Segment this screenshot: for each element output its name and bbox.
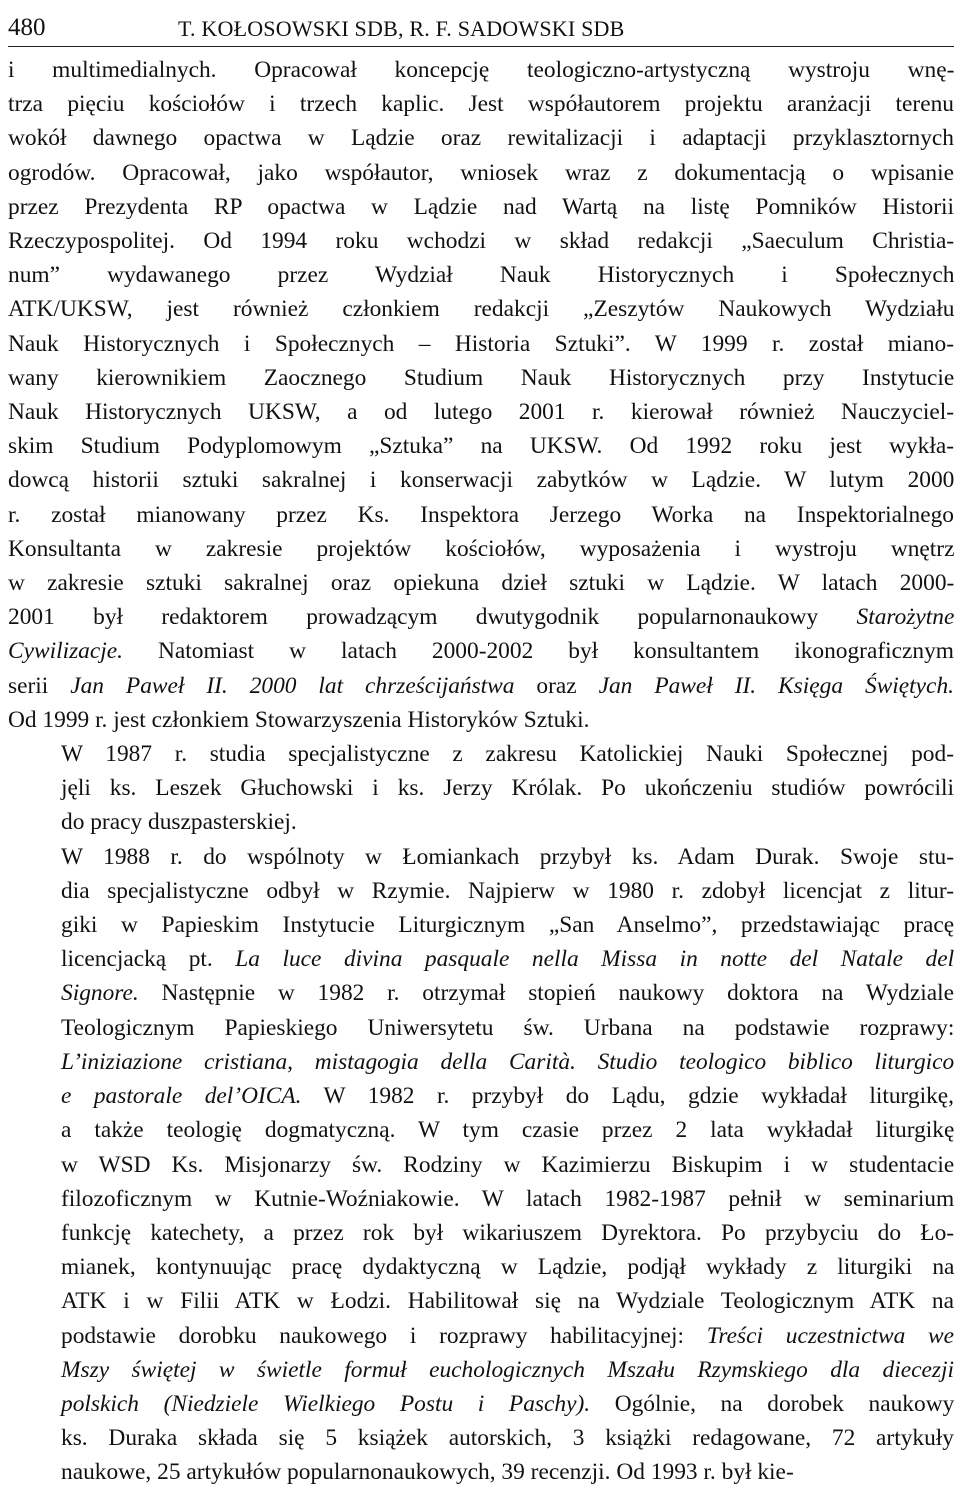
text-run: Nauk Historycznych i Społecznych – Historia Sztuki”. W 1999 r. został miano-: [8, 330, 954, 357]
text-run: W 1988 r. do wspólnoty w Łomiankach przybył ks. Adam Durak. Swoje stu-: [61, 843, 954, 870]
text-run: Następnie w 1982 r. otrzymał stopień naukowy doktora na Wydziale: [138, 980, 954, 1007]
text-line: [8, 703, 954, 737]
text-run: naukowe, 25 artykułów popularnonaukowych, 39 recenzji. Od 1993 r. był kie-: [61, 1459, 794, 1486]
text-line: [8, 498, 954, 532]
text-run: dia specjalistyczne odbył w Rzymie. Najpierw w 1980 r. zdobył licencjat z litur-: [61, 877, 954, 904]
text-line: [8, 258, 954, 292]
italic-text: Cywilizacje.: [8, 638, 123, 665]
italic-text: Signore.: [61, 980, 139, 1007]
text-run: ATK i w Filii ATK w Łodzi. Habilitował się na Wydziale Teologicznym ATK na: [61, 1288, 954, 1315]
text-line: [8, 224, 954, 258]
text-line: [8, 1421, 954, 1455]
text-run: giki w Papieskim Instytucie Liturgicznym „San Anselmo”, przedstawiając pracę: [61, 912, 955, 939]
text-run: licencjacką pt.: [61, 946, 236, 973]
text-line: [8, 156, 954, 190]
text-line: [8, 908, 954, 942]
text-run: i multimedialnych. Opracował koncepcję teologiczno-artystyczną wystroju wnę-: [8, 57, 955, 83]
text-run: ATK/UKSW, jest również członkiem redakcji „Zeszytów Naukowych Wydziału: [8, 296, 955, 323]
page-number: 480: [8, 14, 46, 41]
text-line: [8, 1045, 954, 1079]
italic-text: Starożytne: [856, 604, 955, 631]
text-run: trza pięciu kościołów i trzech kaplic. Jest współautorem projektu aranżacji terenu: [8, 91, 954, 118]
text-line: [8, 1011, 954, 1045]
italic-text: Jan Paweł II. 2000 lat chrześcijaństwa: [70, 672, 515, 699]
text-line: [8, 1353, 954, 1387]
text-run: skim Studium Podyplomowym „Sztuka” na UKSW. Od 1992 roku jest wykła-: [8, 433, 954, 460]
text-run: ogrodów. Opracował, jako współautor, wniosek wraz z dokumentacją o wpisanie: [8, 159, 954, 186]
text-line: [8, 53, 954, 87]
italic-text: Jan Paweł II. Księga Świętych.: [598, 672, 954, 699]
text-line: [8, 600, 954, 634]
text-line: [8, 805, 954, 839]
italic-text: La luce divina pasquale nella Missa in notte del Natale del: [235, 946, 955, 973]
text-line: [8, 1387, 954, 1421]
text-run: filozoficznym w Kutnie-Woźniakowie. W latach 1982-1987 pełnił w seminarium: [61, 1185, 955, 1212]
text-line: [8, 1079, 954, 1113]
text-run: Natomiast w latach 2000-2002 był konsultantem ikonograficznym: [123, 638, 954, 665]
text-line: [8, 532, 954, 566]
text-run: jęli ks. Leszek Głuchowski i ks. Jerzy Królak. Po ukończeniu studiów powrócili: [61, 775, 954, 802]
text-line: [8, 737, 954, 771]
text-run: w WSD Ks. Misjonarzy św. Rodziny w Kazimierzu Biskupim i w studentacie: [61, 1151, 955, 1178]
text-line: [8, 1250, 954, 1284]
italic-text: L’iniziazione cristiana, mistagogia della Carità. Studio teologico biblico liturgico: [61, 1048, 955, 1075]
paragraph: [8, 737, 954, 840]
text-run: Rzeczypospolitej. Od 1994 roku wchodzi w skład redakcji „Saeculum Christia-: [8, 228, 955, 255]
text-line: [8, 1455, 954, 1489]
text-line: [8, 771, 954, 805]
text-run: wokół dawnego opactwa w Lądzie oraz rewitalizacji i adaptacji przyklasztornych: [8, 125, 954, 152]
paragraph: [8, 53, 954, 737]
text-line: [8, 1284, 954, 1318]
text-run: W 1987 r. studia specjalistyczne z zakresu Katolickiej Nauki Społecznej pod-: [61, 741, 954, 768]
text-run: ks. Duraka składa się 5 książek autorskich, 3 książki redagowane, 72 artykuły: [61, 1425, 954, 1452]
text-run: przez Prezydenta RP opactwa w Lądzie nad Wartą na listę Pomników Historii: [8, 193, 954, 220]
text-line: [8, 361, 954, 395]
text-line: [8, 1319, 954, 1353]
text-run: funkcję katechety, a przez rok był wikariuszem Dyrektora. Po przybyciu do Ło-: [61, 1219, 955, 1246]
text-line: [8, 87, 954, 121]
text-line: [8, 292, 954, 326]
text-line: [8, 429, 954, 463]
text-line: [8, 1182, 954, 1216]
italic-text: Treści uczestnictwa we: [706, 1322, 954, 1349]
text-run: num” wydawanego przez Wydział Nauk Historycznych i Społecznych: [8, 262, 955, 289]
text-run: Ogólnie, na dorobek naukowy: [590, 1390, 955, 1417]
text-line: [8, 566, 954, 600]
italic-text: polskich (Niedziele Wielkiego Postu i Paschy).: [61, 1390, 591, 1417]
text-line: [8, 669, 954, 703]
text-run: 2001 był redaktorem prowadzącym dwutygodnik popularnonaukowy: [8, 604, 857, 631]
text-run: Nauk Historycznych UKSW, a od lutego 2001 r. kierował również Nauczyciel-: [8, 399, 954, 426]
page-header: [8, 0, 954, 47]
text-run: podstawie dorobku naukowego i rozprawy habilitacyjnej:: [61, 1322, 707, 1349]
text-line: [8, 327, 954, 361]
text-line: [8, 942, 954, 976]
text-run: a także teologię dogmatyczną. W tym czasie przez 2 lata wykładał liturgikę: [61, 1117, 955, 1144]
text-run: oraz: [514, 672, 599, 699]
text-line: [8, 463, 954, 497]
text-run: Konsultanta w zakresie projektów kościołów, wyposażenia i wystroju wnętrz: [8, 535, 955, 562]
text-run: W 1982 r. przybył do Lądu, gdzie wykładał liturgikę,: [301, 1083, 955, 1110]
paragraph: [8, 840, 954, 1490]
text-run: w zakresie sztuki sakralnej oraz opiekuna dzieł sztuki w Lądzie. W latach 2000-: [8, 570, 955, 597]
text-line: [8, 976, 954, 1010]
text-line: [8, 190, 954, 224]
text-line: [8, 1216, 954, 1250]
text-line: [8, 395, 954, 429]
text-run: r. został mianowany przez Ks. Inspektora Jerzego Worka na Inspektorialnego: [8, 501, 954, 528]
text-line: [8, 874, 954, 908]
text-run: dowcą historii sztuki sakralnej i konserwacji zabytków w Lądzie. W lutym 2000: [8, 467, 955, 494]
text-run: mianek, kontynuując pracę dydaktyczną w Lądzie, podjął wykłady z liturgiki na: [61, 1254, 955, 1281]
text-run: do pracy duszpasterskiej.: [61, 809, 297, 836]
text-line: [8, 634, 954, 668]
italic-text: e pastorale del’OICA.: [61, 1083, 302, 1110]
text-run: Od 1999 r. jest członkiem Stowarzyszenia Historyków Sztuki.: [8, 706, 590, 733]
text-run: Teologicznym Papieskiego Uniwersytetu św. Urbana na podstawie rozprawy:: [61, 1014, 955, 1041]
body-text: [8, 53, 954, 1490]
running-head: T. KOŁOSOWSKI SDB, R. F. SADOWSKI SDB: [178, 16, 625, 41]
italic-text: Mszy świętej w świetle formuł euchologicznych Mszału Rzymskiego dla diecezji: [61, 1356, 954, 1383]
document-page: [8, 0, 954, 1490]
text-run: serii: [8, 672, 71, 699]
text-line: [8, 121, 954, 155]
text-line: [8, 1148, 954, 1182]
text-line: [8, 1113, 954, 1147]
text-run: wany kierownikiem Zaocznego Studium Nauk Historycznych przy Instytucie: [8, 364, 955, 391]
text-line: [8, 840, 954, 874]
